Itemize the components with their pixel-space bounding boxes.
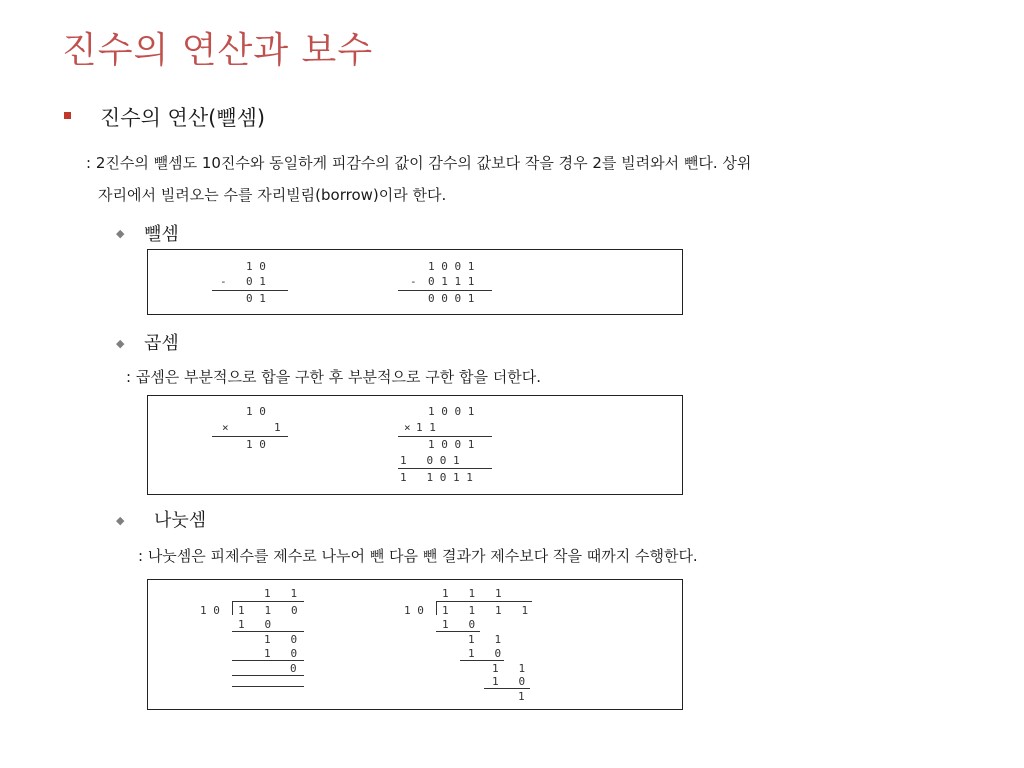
subtraction-box	[147, 249, 683, 315]
section-heading: 진수의 연산(뺄셈)	[100, 106, 266, 130]
div-ex2-step: 1	[518, 690, 525, 703]
diamond-bullet-icon: ◆	[116, 514, 125, 527]
mul-ex2-partial-2: 1 0 0 1	[400, 454, 460, 467]
div-ex1-dividend: 1 1 0	[238, 604, 298, 617]
sub-ex2-bottom: 0 1 1 1	[428, 275, 475, 288]
div-ex1-step: 1 0	[264, 647, 298, 660]
multiplication-desc: : 곱셈은 부분적으로 합을 구한 후 부분적으로 구한 합을 더한다.	[126, 368, 541, 386]
div-ex1-line	[232, 660, 304, 661]
sub-ex1-bottom: 0 1	[246, 275, 266, 288]
mul-ex2-partial-1: 1 0 0 1	[428, 438, 475, 451]
div-ex2-step: 1 1	[492, 662, 526, 675]
div-ex1-quotient: 1 1	[264, 587, 298, 600]
multiplication-heading: 곱셈	[144, 333, 179, 354]
mul-ex1-line	[212, 436, 288, 437]
mul-ex2-result: 1 1 0 1 1	[400, 471, 473, 484]
div-ex1-step: 1 0	[238, 618, 272, 631]
div-ex2-step: 1 0	[492, 675, 526, 688]
page-title: 진수의 연산과 보수	[62, 30, 374, 71]
div-ex2-line	[484, 688, 530, 689]
mul-ex1-result: 1 0	[246, 438, 266, 451]
diamond-bullet-icon: ◆	[116, 227, 125, 240]
subtraction-heading: 뺄셈	[144, 224, 179, 245]
sub-ex2-top: 1 0 0 1	[428, 260, 475, 273]
div-ex1-line	[232, 686, 304, 687]
mul-ex1-bottom: 1	[274, 421, 281, 434]
multiplication-box	[147, 395, 683, 495]
division-box	[147, 579, 683, 710]
div-ex1-bracket-top	[232, 601, 304, 602]
div-ex2-quotient: 1 1 1	[442, 587, 502, 600]
div-ex2-line	[460, 660, 504, 661]
div-ex2-step: 1 0	[442, 618, 476, 631]
div-ex1-line	[232, 675, 304, 676]
div-ex2-dividend: 1 1 1 1	[442, 604, 529, 617]
mul-ex1-op: ×	[222, 421, 229, 434]
div-ex1-line	[232, 631, 304, 632]
intro-line-2: 자리에서 빌려오는 수를 자리빌림(borrow)이라 한다.	[98, 186, 447, 204]
mul-ex2-line-1	[398, 436, 492, 437]
sub-ex1-top: 1 0	[246, 260, 266, 273]
division-desc: : 나눗셈은 피제수를 제수로 나누어 뺀 다음 뺀 결과가 제수보다 작을 때까지 수행한다.	[138, 547, 698, 565]
mul-ex1-top: 1 0	[246, 405, 266, 418]
div-ex2-step: 1 1	[468, 633, 502, 646]
sub-ex1-op: -	[220, 275, 227, 288]
diamond-bullet-icon: ◆	[116, 337, 125, 350]
mul-ex2-line-2	[398, 468, 492, 469]
div-ex1-divisor: 1 0	[200, 604, 220, 617]
division-heading: 나눗셈	[154, 510, 207, 531]
div-ex2-line	[436, 631, 480, 632]
sub-ex1-result: 0 1	[246, 292, 266, 305]
div-ex1-step: 1 0	[264, 633, 298, 646]
div-ex1-bracket-side	[232, 601, 233, 615]
sub-ex1-line	[212, 290, 288, 291]
div-ex2-divisor: 1 0	[404, 604, 424, 617]
mul-ex2-top: 1 0 0 1	[428, 405, 475, 418]
mul-ex2-op: ×	[404, 421, 411, 434]
div-ex2-bracket-side	[436, 601, 437, 615]
sub-ex2-op: -	[410, 275, 417, 288]
sub-ex2-result: 0 0 0 1	[428, 292, 475, 305]
square-bullet-icon	[64, 112, 71, 119]
div-ex2-bracket-top	[436, 601, 532, 602]
div-ex1-step: 0	[290, 662, 297, 675]
sub-ex2-line	[398, 290, 492, 291]
mul-ex2-bottom: 1 1	[416, 421, 436, 434]
intro-line-1: : 2진수의 뺄셈도 10진수와 동일하게 피감수의 값이 감수의 값보다 작을 경우 2를 빌려와서 뺀다. 상위	[86, 154, 752, 172]
div-ex2-step: 1 0	[468, 647, 502, 660]
